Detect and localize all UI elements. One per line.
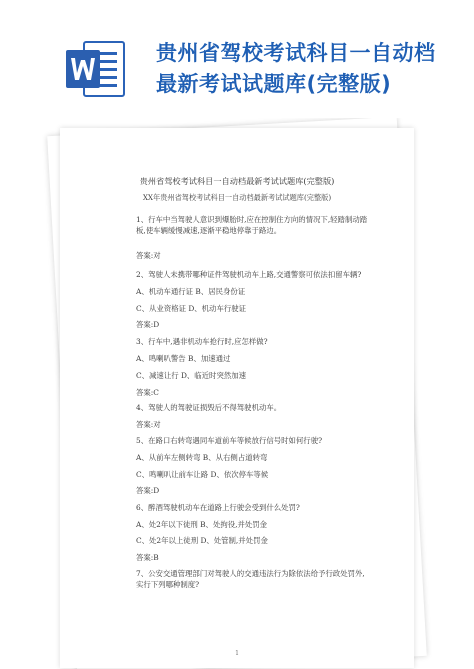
question-line: 1、行车中当驾驶人意识到爆胎时,应在控制住方向的情况下,轻踏制动踏板,使车辆缓慢减速,逐渐平稳地停靠于路边。 [136, 215, 368, 235]
option-line: C、减速让行 D、临近时突然加速 [136, 371, 247, 380]
question-line: 6、醉酒驾驶机动车在道路上行驶会受到什么处罚? [136, 503, 300, 512]
document-preview [0, 118, 474, 669]
answer-line: 答案:C [136, 388, 159, 397]
document-subtitle: XX年贵州省驾校考试科目一自动档最新考试试题库(完整版) [142, 193, 332, 202]
word-document-icon [64, 38, 126, 100]
option-line: A、机动车通行证 B、居民身份证 [136, 287, 246, 296]
document-title: 贵州省驾校考试科目一自动档最新考试试题库(完整版) [139, 176, 335, 186]
answer-line: 答案:D [136, 486, 160, 495]
title-line-1: 贵州省驾校考试科目一自动档 [156, 41, 436, 65]
option-line: C、处2年以上徒刑 D、处管制,并处罚金 [136, 536, 268, 545]
document-page [60, 128, 414, 668]
title-line-2: 最新考试试题库(完整版) [156, 72, 392, 96]
header [0, 0, 474, 118]
option-line: A、从前车左侧转弯 B、从右侧占道转弯 [136, 453, 268, 462]
answer-line: 答案:D [136, 320, 160, 329]
question-line: 3、行车中,遇非机动车抢行时,应怎样做? [136, 337, 268, 346]
answer-line: 答案:对 [136, 251, 161, 260]
question-line: 2、驾驶人未携带哪种证件驾驶机动车上路,交通警察可依法扣留车辆? [136, 270, 362, 279]
answer-line: 答案:B [136, 553, 159, 562]
page-number: 1 [235, 650, 239, 657]
option-line: C、从业资格证 D、机动车行驶证 [136, 304, 247, 313]
question-line: 5、在路口右转弯遇同车道前车等候放行信号时如何行驶? [136, 436, 323, 445]
option-line: A、处2年以下徒刑 B、处拘役,并处罚金 [136, 520, 268, 529]
option-line: C、鸣喇叭让前车让路 D、依次停车等候 [136, 470, 269, 479]
option-line: A、鸣喇叭警告 B、加速通过 [136, 354, 231, 363]
document-body [60, 128, 414, 668]
page-title [156, 38, 466, 100]
answer-line: 答案:对 [136, 420, 161, 429]
question-line: 7、公安交通管理部门对驾驶人的交通违法行为除依法给予行政处罚外,实行下列哪种制度? [136, 569, 365, 589]
question-line: 4、驾驶人的驾驶证损毁后不得驾驶机动车。 [136, 403, 282, 412]
